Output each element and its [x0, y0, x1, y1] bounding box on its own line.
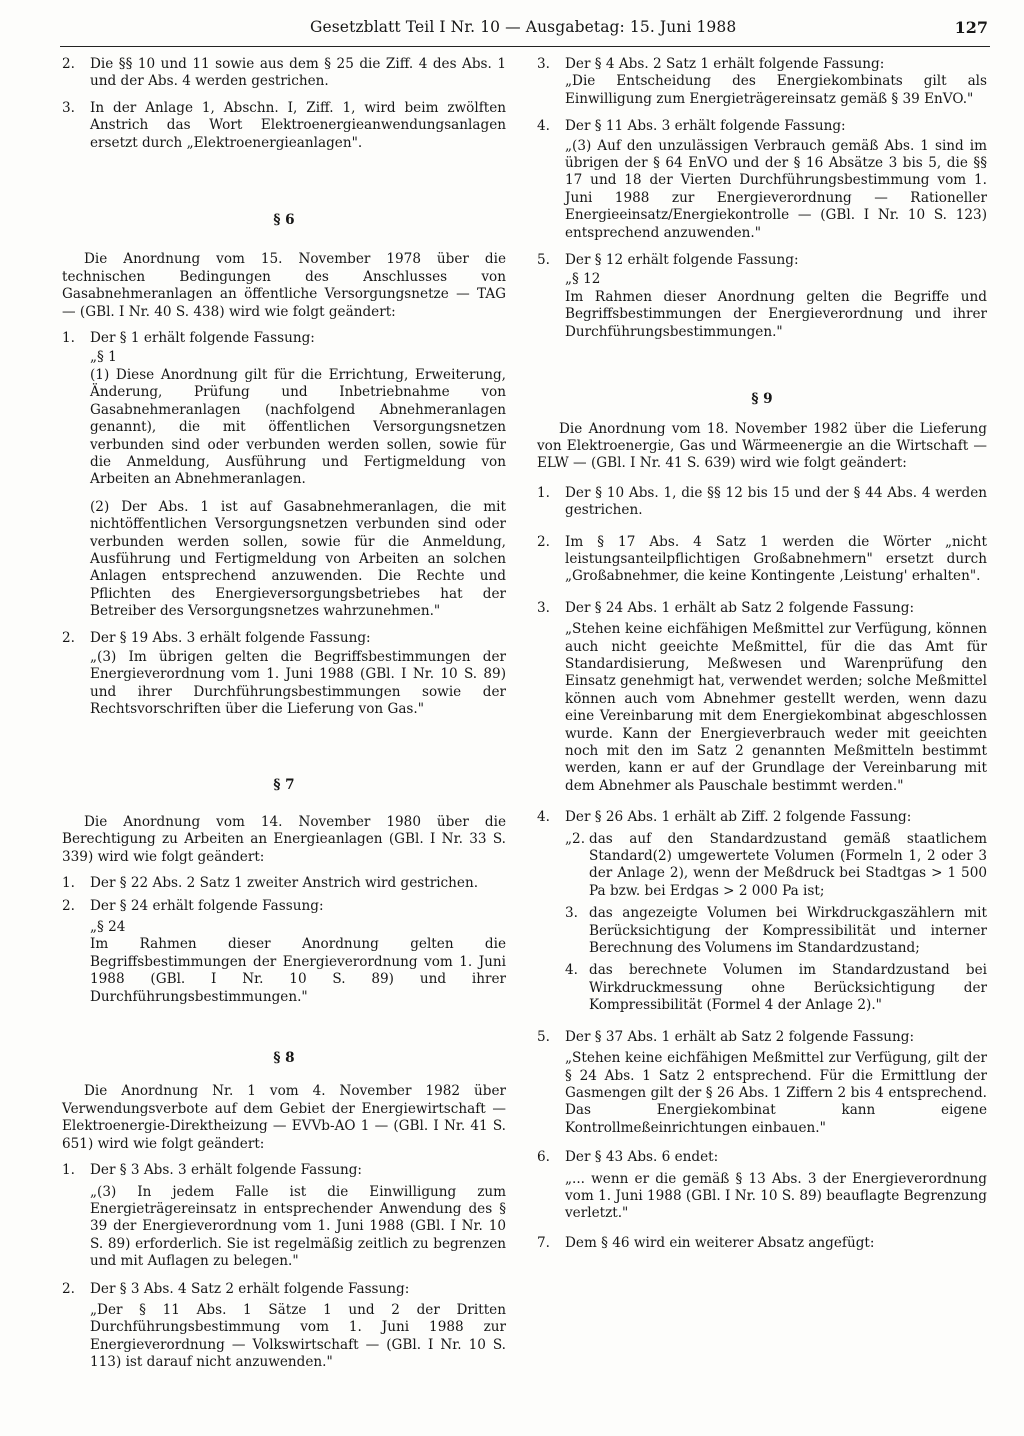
- list-item: [62, 1162, 506, 1179]
- section-heading: § 8: [273, 1050, 295, 1067]
- item-number: 7.: [537, 1234, 550, 1251]
- item-text: Der § 11 Abs. 3 erhält folgende Fassung:: [565, 118, 846, 135]
- left-column: [62, 56, 506, 1372]
- item-text: Der § 43 Abs. 6 endet:: [565, 1149, 719, 1166]
- quoted-title: „§ 12: [565, 271, 601, 288]
- list-item: [62, 898, 506, 915]
- item-text: Die §§ 10 und 11 sowie aus dem § 25 die Ziff. 4 des Abs. 1 und der Abs. 4 werden gestrichen.: [90, 56, 506, 90]
- quoted-paragraph: Im Rahmen dieser Anordnung gelten die Begriffe und Begriffsbestimmungen der Energieverordnung und ihrer Durchführungsbestimmungen.": [565, 288, 987, 340]
- quoted-paragraph: (2) Der Abs. 1 ist auf Gasabnehmeranlagen, die mit nichtöffentlichen Versorgungsnetzen verbunden sind oder verbunden werden sollen, sowie für die Anmeldung, Ausführung und Fertigmeldung von Arbeiten an solchen Anlagen entsprechend anzuwenden. Die Rechte und Pflichten des Energieversorgungsbetriebes hat der Betreiber des Versorgungsnetzes wahrzunehmen.": [90, 498, 506, 620]
- list-item: [537, 485, 987, 520]
- item-number: 1.: [62, 1162, 75, 1179]
- item-text: das auf den Standardzustand gemäß staatlichem Standard(2) umgewertete Volumen (Formeln 1, 2 oder 3 der Anlage 2), wenn der Meßdruck bei Stadtgas > 1 500 Pa bzw. bei Erdgas > 2 000 Pa ist;: [589, 830, 987, 899]
- item-number: 2.: [537, 533, 550, 550]
- quoted-title: „§ 24: [90, 919, 126, 936]
- right-column: [537, 56, 987, 1252]
- sub-item: [565, 962, 987, 1014]
- item-number: 4.: [565, 962, 578, 979]
- section-heading: § 6: [273, 212, 295, 229]
- item-text: das angezeigte Volumen bei Wirkdruckgaszählern mit Berücksichtigung der Kompressibilität und interner Berechnung des Volumens im Standardzustand;: [589, 905, 987, 957]
- item-text: Der § 24 Abs. 1 erhält ab Satz 2 folgende Fassung:: [565, 599, 915, 616]
- item-number: 1.: [62, 875, 75, 892]
- quoted-paragraph: (1) Diese Anordnung gilt für die Errichtung, Erweiterung, Änderung, Prüfung und Inbetriebnahme von Gasabnehmeranlagen (nachfolgend Abnehmeranlagen genannt), die mit öffentlichen Versorgungsnetzen verbunden sind oder verbunden werden sollen, sowie für die Anmeldung, Ausführung und Fertigmeldung von Arbeiten an Abnehmeranlagen.: [90, 366, 506, 488]
- item-number: 5.: [537, 252, 550, 269]
- header-title: Gesetzblatt Teil I Nr. 10 — Ausgabetag: 15. Juni 1988: [310, 18, 737, 36]
- section-intro: Die Anordnung vom 14. November 1980 über die Berechtigung zu Arbeiten an Energieanlagen (GBl. I Nr. 33 S. 339) wird wie folgt geändert:: [62, 814, 506, 865]
- list-item: [537, 809, 987, 826]
- item-number: 4.: [537, 118, 550, 135]
- section-heading: § 7: [273, 776, 295, 793]
- quoted-paragraph: Im Rahmen dieser Anordnung gelten die Begriffsbestimmungen der Energieverordnung vom 1. Juni 1988 (GBl. I Nr. 10 S. 89) und ihrer Durchführungsbestimmungen.": [90, 936, 506, 1005]
- quoted-paragraph: „(3) In jedem Falle ist die Einwilligung zum Energieträgereinsatz in entsprechender Anwendung des § 39 der Energieverordnung vom 1. Juni 1988 (GBl. I Nr. 10 S. 89) erforderlich. Sie ist regelmäßig zeitlich zu begrenzen und mit Auflagen zu belegen.": [90, 1183, 506, 1270]
- item-text: Der § 10 Abs. 1, die §§ 12 bis 15 und der § 44 Abs. 4 werden gestrichen.: [565, 484, 987, 519]
- item-text: Der § 3 Abs. 4 Satz 2 erhält folgende Fassung:: [90, 1280, 410, 1297]
- item-number: 3.: [565, 905, 578, 922]
- item-number: 3.: [537, 599, 550, 616]
- item-text: Der § 26 Abs. 1 erhält ab Ziff. 2 folgende Fassung:: [565, 809, 912, 826]
- quoted-paragraph: „Der § 11 Abs. 1 Sätze 1 und 2 der Dritten Durchführungsbestimmung vom 1. Juni 1988 zur Energieverordnung — Volkswirtschaft — (GBl. I Nr. 10 S. 113) ist darauf nicht anzuwenden.": [90, 1301, 506, 1371]
- item-text: Der § 4 Abs. 2 Satz 1 erhält folgende Fassung:: [565, 56, 885, 72]
- item-number: 3.: [537, 56, 550, 72]
- item-number: 3.: [62, 99, 75, 116]
- item-text: Der § 19 Abs. 3 erhält folgende Fassung:: [90, 629, 371, 646]
- item-text: das berechnete Volumen im Standardzustand bei Wirkdruckmessung ohne Berücksichtigung der Kompressibilität (Formel 4 der Anlage 2).": [589, 962, 987, 1014]
- item-text: Der § 3 Abs. 3 erhält folgende Fassung:: [90, 1162, 362, 1179]
- list-item: [537, 1029, 987, 1046]
- item-number: 5.: [537, 1028, 550, 1045]
- page-header: [60, 14, 990, 47]
- item-text: Der § 12 erhält folgende Fassung:: [565, 252, 799, 269]
- list-item: [62, 1281, 506, 1298]
- section-intro: Die Anordnung vom 15. November 1978 über die technischen Bedingungen des Anschlusses von Gasabnehmeranlagen an öffentliche Versorgungsnetze — TAG — (GBl. I Nr. 40 S. 438) wird wie folgt geändert:: [62, 251, 506, 320]
- section-intro: Die Anordnung vom 18. November 1982 über die Lieferung von Elektroenergie, Gas und Wärmeenergie an die Wirtschaft — ELW — (GBl. I Nr. 41 S. 639) wird wie folgt geändert:: [537, 420, 987, 472]
- list-item: [62, 330, 506, 347]
- quoted-paragraph: „... wenn er die gemäß § 13 Abs. 3 der Energieverordnung vom 1. Juni 1988 (GBl. I Nr. 10 S. 89) beauflagte Begrenzung verletzt.": [565, 1170, 988, 1222]
- item-text: Der § 24 erhält folgende Fassung:: [90, 897, 324, 914]
- item-number: 2.: [62, 629, 75, 646]
- list-item: [537, 252, 987, 269]
- list-item: [62, 56, 506, 91]
- item-text: Im § 17 Abs. 4 Satz 1 werden die Wörter „nicht leistungsanteilpflichtigen Großabnehmern" ersetzt durch „Großabnehmer, die keine Kontingente ‚Leistung' erhalten".: [565, 533, 987, 585]
- item-number: 1.: [62, 330, 75, 347]
- quoted-paragraph: „(3) Im übrigen gelten die Begriffsbestimmungen der Energieverordnung vom 1. Juni 1988 (GBl. I Nr. 10 S. 89) und ihrer Durchführungsbestimmungen sowie der Rechtsvorschriften über die Lieferung von Gas.": [90, 648, 506, 718]
- item-text: In der Anlage 1, Abschn. I, Ziff. 1, wird beim zwölften Anstrich das Wort Elektroenergieanwendungsanlagen ersetzt durch „Elektroenergieanlagen".: [90, 99, 506, 151]
- list-item: [537, 56, 987, 73]
- sub-item: [565, 905, 987, 957]
- list-item: [537, 600, 987, 617]
- item-number: „2.: [565, 830, 586, 847]
- list-item: [537, 534, 987, 586]
- list-item: [537, 118, 987, 135]
- item-number: 6.: [537, 1149, 550, 1166]
- section-intro: Die Anordnung Nr. 1 vom 4. November 1982 über Verwendungsverbote auf dem Gebiet der Energiewirtschaft — Elektroenergie-Direktheizung — EVVb-AO 1 — (GBl. I Nr. 41 S. 651) wird wie folgt geändert:: [62, 1083, 506, 1152]
- quoted-paragraph: „Die Entscheidung des Energiekombinats gilt als Einwilligung zum Energieträgereinsatz gemäß § 39 EnVO.": [565, 73, 987, 107]
- section-heading: § 9: [751, 391, 773, 408]
- page-number: 127: [954, 18, 988, 37]
- item-number: 2.: [62, 897, 75, 914]
- quoted-paragraph: „Stehen keine eichfähigen Meßmittel zur Verfügung, können auch nicht geeichte Meßmittel, für die das Amt für Standardisierung, Meßwesen und Warenprüfung den Einsatz genehmigt hat, verwendet werden; solche Meßmittel können auch vom Abnehmer gestellt werden, wenn dazu eine Vereinbarung mit dem Energiekombinat abgeschlossen wurde. Kann der Energieverbrauch weder mit geeichten noch mit den im Satz 2 genannten Meßmitteln bestimmt werden, kann er auf der Grundlage der Vereinbarung mit dem Abnehmer als Pauschale bestimmt werden.": [565, 621, 987, 794]
- item-text: Der § 1 erhält folgende Fassung:: [90, 330, 315, 347]
- list-item: [537, 1149, 987, 1166]
- item-number: 2.: [62, 1280, 75, 1297]
- item-text: Der § 22 Abs. 2 Satz 1 zweiter Anstrich wird gestrichen.: [90, 875, 479, 892]
- quoted-paragraph: „Stehen keine eichfähigen Meßmittel zur Verfügung, gilt der § 24 Abs. 1 Satz 2 entsprechend. Für die Ermittlung der Gasmengen gilt der § 26 Abs. 1 Ziffern 2 bis 4 entsprechend. Das Energiekombinat kann eigene Kontrollmeßeinrichtungen einbauen.": [565, 1050, 987, 1136]
- list-item: [62, 630, 506, 647]
- list-item: [62, 875, 506, 892]
- quoted-paragraph: „(3) Auf den unzulässigen Verbrauch gemäß Abs. 1 sind im übrigen der § 64 EnVO und der § 16 Absätze 3 bis 5, die §§ 17 und 18 der Vierten Durchführungsbestimmung vom 1. Juni 1988 zur Energieverordnung — Rationeller Energieeinsatz/Energiekontrolle — (GBl. I Nr. 10 S. 123) entsprechend anzuwenden.": [565, 137, 987, 241]
- item-number: 1.: [537, 484, 550, 501]
- quoted-title: „§ 1: [90, 349, 117, 366]
- item-number: 4.: [537, 809, 550, 826]
- list-item: [62, 100, 506, 152]
- item-number: 2.: [62, 56, 75, 72]
- item-text: Der § 37 Abs. 1 erhält ab Satz 2 folgende Fassung:: [565, 1028, 915, 1045]
- item-text: Dem § 46 wird ein weiterer Absatz angefügt:: [565, 1234, 875, 1251]
- list-item: [537, 1235, 987, 1252]
- sub-item: [565, 831, 987, 901]
